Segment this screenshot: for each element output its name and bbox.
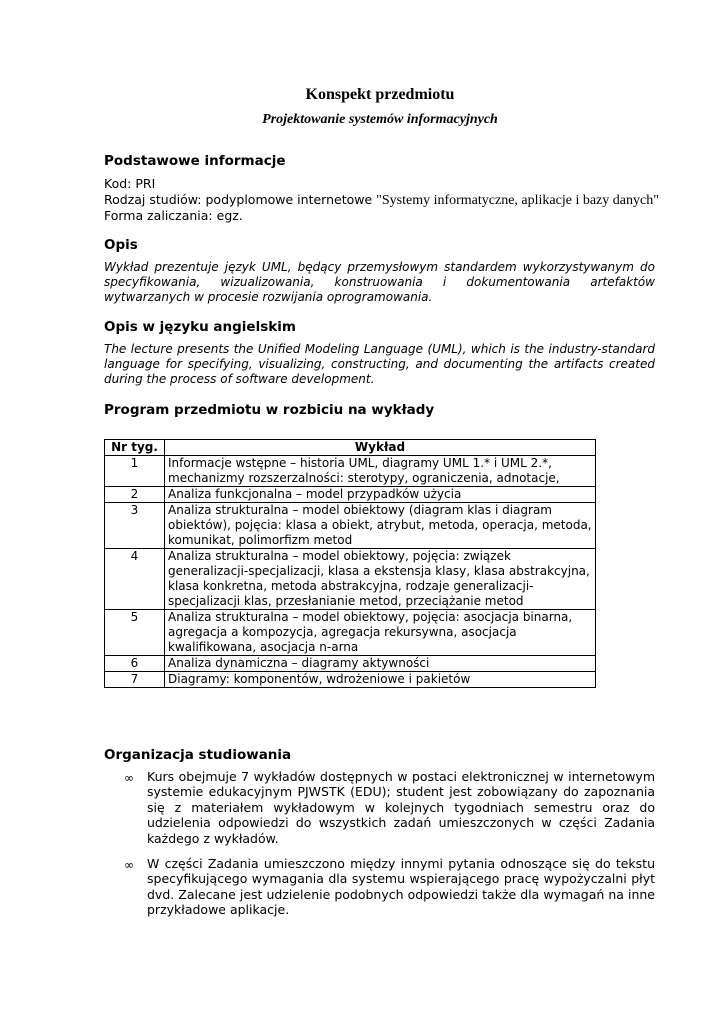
study-type-value: "Systemy informatyczne, aplikacje i bazy danych" — [376, 193, 659, 208]
week-number: 5 — [105, 610, 165, 656]
lecture-topic: Diagramy: komponentów, wdrożeniowe i pakietów — [165, 672, 596, 688]
table-row — [105, 656, 596, 672]
description-text: Wykład prezentuje język UML, będący przemysłowym standardem wykorzystywanym do specyfikowania, wizualizowania, konstruowania i dokumentowania artefaktów wytwarzanych w procesie rozwijania oprogramowania. — [104, 260, 655, 304]
week-number: 7 — [105, 672, 165, 688]
description-en-heading: Opis w języku angielskim — [104, 319, 296, 335]
assessment-form: Forma zaliczania: egz. — [104, 208, 243, 223]
lecture-topic: Analiza dynamiczna – diagramy aktywności — [165, 656, 596, 672]
infinity-bullet-icon: ∞ — [124, 771, 134, 785]
description-en-text: The lecture presents the Unified Modeling Language (UML), which is the industry-standard language for specifying, visualizing, constructing, and documenting the artifacts created during the process of software development. — [104, 342, 655, 386]
program-heading: Program przedmiotu w rozbiciu na wykłady — [104, 402, 435, 418]
week-number: 2 — [105, 487, 165, 503]
week-number: 4 — [105, 549, 165, 610]
list-item: W części Zadania umieszczono między innymi pytania odnoszące się do tekstu specyfikującego wymagania dla systemu wspierającego pracę wypożyczalni płyt dvd. Zalecane jest udzielenie podobnych odpowiedzi także dla wymagań na inne przykładowe aplikacje. — [147, 856, 655, 918]
course-name: Projektowanie systemów informacyjnych — [262, 112, 498, 127]
document-title: Konspekt przedmiotu — [305, 86, 455, 103]
table-row — [105, 549, 596, 610]
lecture-topic: Informacje wstępne – historia UML, diagramy UML 1.* i UML 2.*, mechanizmy rozszerzalności: sterotypy, ograniczenia, adnotacje, — [165, 456, 596, 487]
week-number: 6 — [105, 656, 165, 672]
description-heading: Opis — [104, 237, 138, 253]
lecture-topic: Analiza strukturalna – model obiektowy, pojęcia: związek generalizacji-specjalizacji, klasa a ekstensja klasy, klasa abstrakcyjna, klasa konkretna, metoda abstrakcyjna, rodzaje generalizacji-specjalizacji klas, przesłanianie metod, przeciążanie metod — [165, 549, 596, 610]
basic-info-heading: Podstawowe informacje — [104, 153, 286, 169]
lecture-topic: Analiza funkcjonalna – model przypadków użycia — [165, 487, 596, 503]
column-header-lecture: Wykład — [165, 440, 596, 456]
table-row — [105, 672, 596, 688]
course-code: Kod: PRI — [104, 176, 156, 191]
column-header-week: Nr tyg. — [105, 440, 165, 456]
week-number: 3 — [105, 503, 165, 549]
table-row — [105, 503, 596, 549]
lecture-topic: Analiza strukturalna – model obiektowy, pojęcia: asocjacja binarna, agregacja a kompozycja, agregacja rekursywna, asocjacja kwalifikowana, asocjacja n-arna — [165, 610, 596, 656]
table-row — [105, 456, 596, 487]
table-row — [105, 610, 596, 656]
table-row — [105, 487, 596, 503]
week-number: 1 — [105, 456, 165, 487]
study-type-label: Rodzaj studiów: podyplomowe internetowe — [104, 192, 377, 207]
lecture-topic: Analiza strukturalna – model obiektowy (diagram klas i diagram obiektów), pojęcia: klasa a obiekt, atrybut, metoda, operacja, metoda, komunikat, polimorfizm metod — [165, 503, 596, 549]
list-item: Kurs obejmuje 7 wykładów dostępnych w postaci elektronicznej w internetowym systemie edukacyjnym PJWSTK (EDU); student jest zobowiązany do zapoznania się z materiałem wykładowym w kolejnych tygodniach semestru oraz do udzielenia odpowiedzi do wszystkich zadań umieszczonych w części Zadania każdego z wykładów. — [147, 769, 655, 846]
table-header-row — [105, 440, 596, 456]
program-table — [104, 439, 596, 688]
organization-heading: Organizacja studiowania — [104, 747, 292, 763]
study-type — [104, 192, 659, 209]
infinity-bullet-icon: ∞ — [124, 858, 134, 872]
